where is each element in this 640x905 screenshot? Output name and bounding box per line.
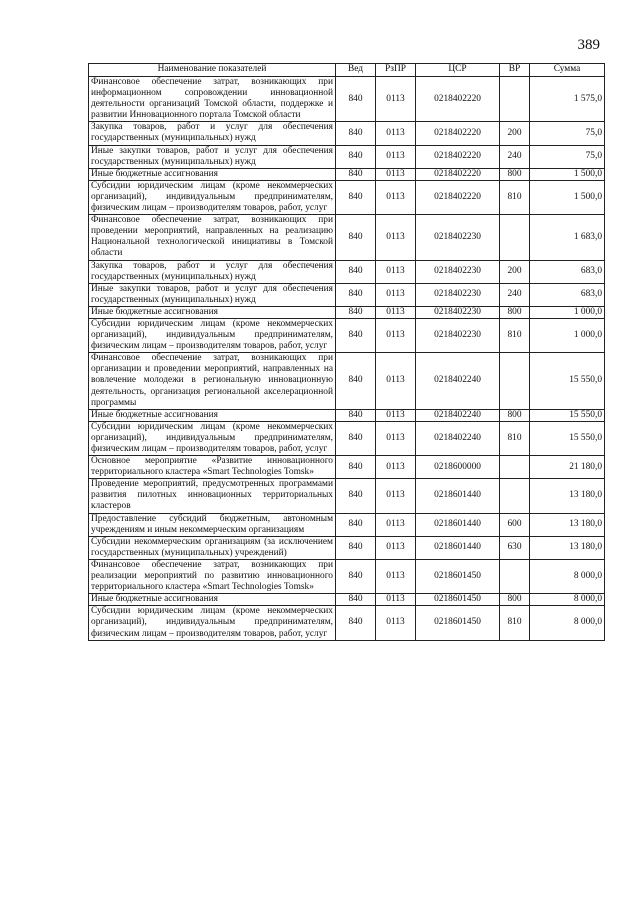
cell-rzpr: 0113 xyxy=(376,283,416,306)
cell-sum: 15 550,0 xyxy=(530,421,605,455)
cell-rzpr: 0113 xyxy=(376,421,416,455)
cell-sum: 15 550,0 xyxy=(530,409,605,421)
cell-ved: 840 xyxy=(336,421,376,455)
table-row xyxy=(89,479,605,513)
cell-ved: 840 xyxy=(336,536,376,559)
cell-vr: 810 xyxy=(500,180,530,214)
cell-name: Финансовое обеспечение затрат, возникающих при проведении мероприятий, направленных на реализацию Национальной технологической инициативы в Томской области xyxy=(89,215,336,260)
cell-sum: 13 180,0 xyxy=(530,536,605,559)
cell-csr: 0218402240 xyxy=(416,409,500,421)
header-rzpr: РзПР xyxy=(376,64,416,77)
table-row xyxy=(89,215,605,260)
cell-vr: 800 xyxy=(500,168,530,180)
cell-name: Иные бюджетные ассигнования xyxy=(89,409,336,421)
table-row xyxy=(89,283,605,306)
table-row xyxy=(89,318,605,352)
cell-sum: 13 180,0 xyxy=(530,479,605,513)
cell-vr: 810 xyxy=(500,421,530,455)
cell-ved: 840 xyxy=(336,122,376,145)
header-vr: ВР xyxy=(500,64,530,77)
cell-vr xyxy=(500,215,530,260)
cell-vr xyxy=(500,479,530,513)
cell-rzpr: 0113 xyxy=(376,260,416,283)
cell-rzpr: 0113 xyxy=(376,77,416,122)
cell-rzpr: 0113 xyxy=(376,513,416,536)
cell-ved: 840 xyxy=(336,77,376,122)
cell-sum: 15 550,0 xyxy=(530,353,605,409)
table-row xyxy=(89,513,605,536)
cell-csr: 0218601450 xyxy=(416,559,500,593)
cell-sum: 1 000,0 xyxy=(530,306,605,318)
cell-ved: 840 xyxy=(336,409,376,421)
cell-csr: 0218402230 xyxy=(416,318,500,352)
cell-ved: 840 xyxy=(336,215,376,260)
cell-sum: 1 500,0 xyxy=(530,168,605,180)
table-row xyxy=(89,77,605,122)
cell-ved: 840 xyxy=(336,180,376,214)
cell-ved: 840 xyxy=(336,456,376,479)
cell-sum: 13 180,0 xyxy=(530,513,605,536)
table-row xyxy=(89,260,605,283)
cell-name: Субсидии юридическим лицам (кроме некоммерческих организаций), индивидуальным предпринимателям, физическим лицам – производителям товаров, работ, услуг xyxy=(89,180,336,214)
cell-vr xyxy=(500,77,530,122)
cell-ved: 840 xyxy=(336,559,376,593)
cell-name: Субсидии юридическим лицам (кроме некоммерческих организаций), индивидуальным предпринимателям, физическим лицам – производителям товаров, работ, услуг xyxy=(89,318,336,352)
cell-sum: 1 500,0 xyxy=(530,180,605,214)
cell-rzpr: 0113 xyxy=(376,180,416,214)
cell-csr: 0218601450 xyxy=(416,606,500,640)
cell-sum: 75,0 xyxy=(530,122,605,145)
cell-rzpr: 0113 xyxy=(376,536,416,559)
cell-name: Финансовое обеспечение затрат, возникающих при реализации мероприятий по развитию инновационного территориального кластера «Smart Technologies Tomsk» xyxy=(89,559,336,593)
cell-rzpr: 0113 xyxy=(376,353,416,409)
cell-vr: 800 xyxy=(500,306,530,318)
cell-csr: 0218601440 xyxy=(416,479,500,513)
cell-csr: 0218402220 xyxy=(416,77,500,122)
cell-csr: 0218402220 xyxy=(416,168,500,180)
cell-name: Иные бюджетные ассигнования xyxy=(89,168,336,180)
cell-rzpr: 0113 xyxy=(376,145,416,168)
table-body xyxy=(89,77,605,641)
table-header-row xyxy=(89,64,605,77)
cell-vr: 810 xyxy=(500,606,530,640)
table-row xyxy=(89,353,605,409)
cell-sum: 683,0 xyxy=(530,283,605,306)
cell-sum: 1 000,0 xyxy=(530,318,605,352)
cell-sum: 1 575,0 xyxy=(530,77,605,122)
cell-csr: 0218601440 xyxy=(416,536,500,559)
header-csr: ЦСР xyxy=(416,64,500,77)
cell-name: Иные бюджетные ассигнования xyxy=(89,594,336,606)
cell-sum: 8 000,0 xyxy=(530,559,605,593)
cell-csr: 0218402220 xyxy=(416,122,500,145)
table-row xyxy=(89,168,605,180)
cell-rzpr: 0113 xyxy=(376,606,416,640)
cell-rzpr: 0113 xyxy=(376,479,416,513)
cell-vr: 630 xyxy=(500,536,530,559)
cell-csr: 0218601440 xyxy=(416,513,500,536)
cell-ved: 840 xyxy=(336,513,376,536)
cell-ved: 840 xyxy=(336,260,376,283)
cell-sum: 8 000,0 xyxy=(530,594,605,606)
cell-vr: 800 xyxy=(500,409,530,421)
header-sum: Сумма xyxy=(530,64,605,77)
cell-ved: 840 xyxy=(336,479,376,513)
cell-csr: 0218402230 xyxy=(416,283,500,306)
cell-name: Финансовое обеспечение затрат, возникающих при организации и проведении мероприятий, направленных на вовлечение молодежи в региональную инновационную деятельность, организация региональной акселерационной программы xyxy=(89,353,336,409)
table-row xyxy=(89,409,605,421)
budget-table xyxy=(88,63,605,641)
cell-vr xyxy=(500,456,530,479)
header-name: Наименование показателей xyxy=(89,64,336,77)
cell-csr: 0218402220 xyxy=(416,180,500,214)
cell-name: Предоставление субсидий бюджетным, автономным учреждениям и иным некоммерческим организациям xyxy=(89,513,336,536)
table-row xyxy=(89,122,605,145)
cell-sum: 683,0 xyxy=(530,260,605,283)
table-row xyxy=(89,145,605,168)
cell-rzpr: 0113 xyxy=(376,318,416,352)
cell-csr: 0218601450 xyxy=(416,594,500,606)
cell-vr xyxy=(500,353,530,409)
cell-ved: 840 xyxy=(336,606,376,640)
cell-name: Основное мероприятие «Развитие инновационного территориального кластера «Smart Technologies Tomsk» xyxy=(89,456,336,479)
cell-vr: 240 xyxy=(500,283,530,306)
cell-rzpr: 0113 xyxy=(376,456,416,479)
cell-name: Проведение мероприятий, предусмотренных программами развития пилотных инновационных территориальных кластеров xyxy=(89,479,336,513)
cell-vr: 200 xyxy=(500,260,530,283)
cell-rzpr: 0113 xyxy=(376,168,416,180)
cell-csr: 0218402230 xyxy=(416,306,500,318)
cell-vr xyxy=(500,559,530,593)
cell-vr: 600 xyxy=(500,513,530,536)
cell-csr: 0218402240 xyxy=(416,421,500,455)
cell-vr: 200 xyxy=(500,122,530,145)
cell-ved: 840 xyxy=(336,306,376,318)
table-row xyxy=(89,456,605,479)
table-row xyxy=(89,180,605,214)
table-row xyxy=(89,536,605,559)
table-row xyxy=(89,594,605,606)
cell-name: Иные закупки товаров, работ и услуг для обеспечения государственных (муниципальных) нужд xyxy=(89,145,336,168)
cell-rzpr: 0113 xyxy=(376,559,416,593)
cell-rzpr: 0113 xyxy=(376,122,416,145)
header-ved: Вед xyxy=(336,64,376,77)
cell-ved: 840 xyxy=(336,168,376,180)
cell-name: Субсидии некоммерческим организациям (за исключением государственных (муниципальных) учреждений) xyxy=(89,536,336,559)
cell-sum: 1 683,0 xyxy=(530,215,605,260)
cell-ved: 840 xyxy=(336,283,376,306)
cell-name: Субсидии юридическим лицам (кроме некоммерческих организаций), индивидуальным предпринимателям, физическим лицам – производителям товаров, работ, услуг xyxy=(89,606,336,640)
cell-sum: 21 180,0 xyxy=(530,456,605,479)
cell-vr: 810 xyxy=(500,318,530,352)
table-row xyxy=(89,559,605,593)
cell-csr: 0218402240 xyxy=(416,353,500,409)
cell-name: Иные бюджетные ассигнования xyxy=(89,306,336,318)
cell-name: Закупка товаров, работ и услуг для обеспечения государственных (муниципальных) нужд xyxy=(89,122,336,145)
cell-name: Субсидии юридическим лицам (кроме некоммерческих организаций), индивидуальным предпринимателям, физическим лицам – производителям товаров, работ, услуг xyxy=(89,421,336,455)
cell-name: Иные закупки товаров, работ и услуг для обеспечения государственных (муниципальных) нужд xyxy=(89,283,336,306)
cell-rzpr: 0113 xyxy=(376,409,416,421)
cell-sum: 8 000,0 xyxy=(530,606,605,640)
cell-csr: 0218402230 xyxy=(416,215,500,260)
cell-name: Финансовое обеспечение затрат, возникающих при информационном сопровождении инновационной деятельности организаций Томской области, поддержке и развитии Инновационного портала Томской области xyxy=(89,77,336,122)
cell-ved: 840 xyxy=(336,318,376,352)
cell-csr: 0218402230 xyxy=(416,260,500,283)
cell-rzpr: 0113 xyxy=(376,306,416,318)
cell-csr: 0218600000 xyxy=(416,456,500,479)
page-number: 389 xyxy=(577,37,600,53)
cell-csr: 0218402220 xyxy=(416,145,500,168)
cell-rzpr: 0113 xyxy=(376,215,416,260)
cell-vr: 240 xyxy=(500,145,530,168)
cell-ved: 840 xyxy=(336,594,376,606)
cell-ved: 840 xyxy=(336,353,376,409)
table-row xyxy=(89,306,605,318)
cell-rzpr: 0113 xyxy=(376,594,416,606)
cell-vr: 800 xyxy=(500,594,530,606)
cell-name: Закупка товаров, работ и услуг для обеспечения государственных (муниципальных) нужд xyxy=(89,260,336,283)
table-row xyxy=(89,606,605,640)
cell-ved: 840 xyxy=(336,145,376,168)
table-row xyxy=(89,421,605,455)
cell-sum: 75,0 xyxy=(530,145,605,168)
